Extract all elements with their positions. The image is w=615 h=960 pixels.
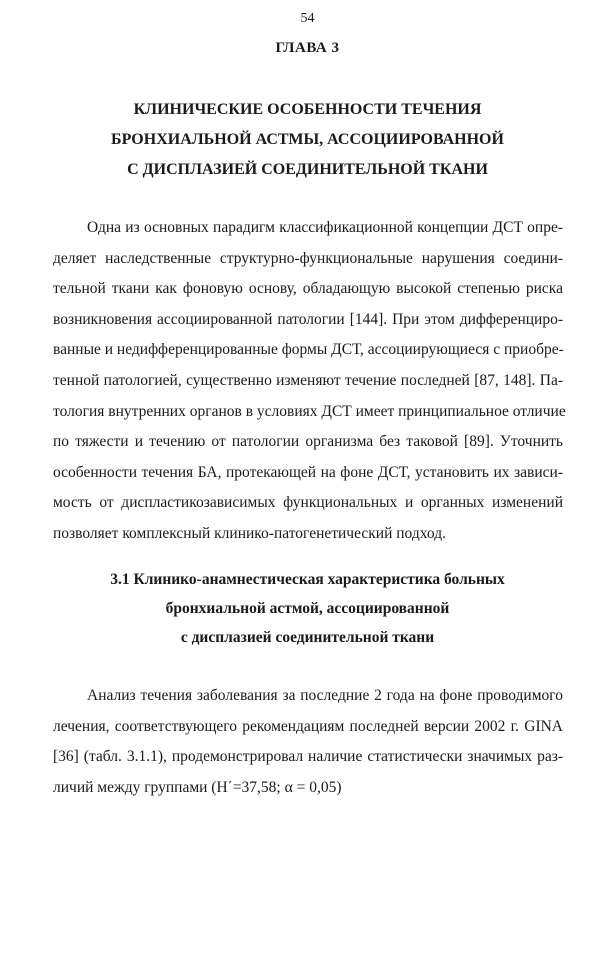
chapter-title [0, 95, 615, 185]
paragraph-line: деляет наследственные структурно-функциональные нарушения соедини- [53, 249, 563, 267]
paragraph-line: лечения, соответствующего рекомендациям последней версии 2002 г. GINA [53, 717, 563, 735]
paragraph-line: Анализ течения заболевания за последние 2 года на фоне проводимого [87, 687, 563, 704]
section-title [0, 565, 615, 652]
chapter-title-line: КЛИНИЧЕСКИЕ ОСОБЕННОСТИ ТЕЧЕНИЯ [133, 101, 482, 118]
chapter-label: ГЛАВА 3 [275, 40, 340, 56]
paragraph-line: возникновения ассоциированной патологии [144]. При этом дифференциро- [53, 310, 563, 328]
section-title-line: бронхиальной астмой, ассоциированной [165, 600, 450, 617]
paragraph-line: ванные и недифференцированные формы ДСТ, ассоциирующиеся с приобре- [53, 341, 564, 359]
paragraph-line: особенности течения БА, протекающей на фоне ДСТ, установить их зависи- [53, 463, 563, 481]
chapter-title-line: С ДИСПЛАЗИЕЙ СОЕДИНИТЕЛЬНОЙ ТКАНИ [127, 161, 488, 178]
paragraph-line: личий между группами (H΄=37,58; α = 0,05) [53, 778, 342, 796]
page-number: 54 [300, 11, 315, 26]
paragraph-line: позволяет комплексный клинико-патогенетический подход. [53, 524, 446, 542]
paragraph-line: [36] (табл. 3.1.1), продемонстрировал наличие статистически значимых раз- [53, 748, 563, 766]
chapter-title-line: БРОНХИАЛЬНОЙ АСТМЫ, АССОЦИИРОВАННОЙ [111, 131, 504, 148]
paragraph-line: тология внутренних органов в условиях ДСТ имеет принципиальное отличие [53, 402, 566, 420]
paragraph-line: тельной ткани как фоновую основу, обладающую высокой степенью риска [53, 280, 563, 298]
section-title-line: с дисплазией соединительной ткани [180, 629, 435, 646]
paragraph-line: по тяжести и течению от патологии организма без таковой [89]. Уточнить [53, 433, 563, 451]
analysis-paragraph [53, 681, 563, 803]
section-title-line: 3.1 Клинико-анамнестическая характеристика больных [110, 571, 505, 588]
intro-paragraph [53, 213, 566, 550]
paragraph-line: тенной патологией, существенно изменяют течение последней [87, 148]. Па- [53, 371, 563, 389]
paragraph-line: мость от диспластикозависимых функциональных и органных изменений [53, 494, 563, 512]
paragraph-line: Одна из основных парадигм классификационной концепции ДСТ опре- [87, 219, 563, 236]
